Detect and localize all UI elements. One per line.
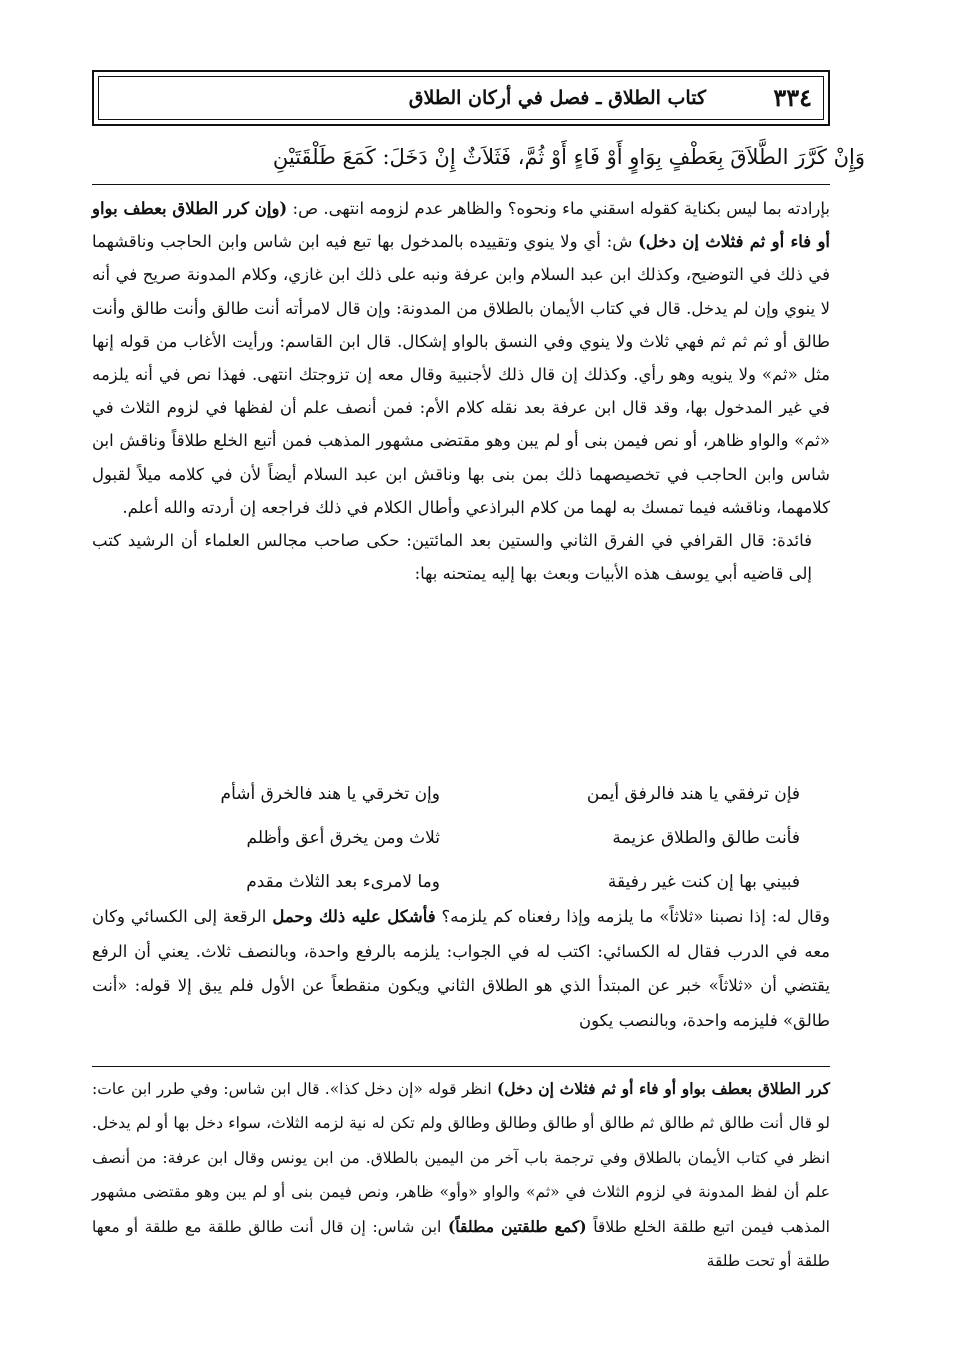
running-header xyxy=(92,70,830,126)
footnote-divider xyxy=(92,1066,830,1067)
commentary-body xyxy=(92,192,830,590)
hemistich-first: فأنت طالق والطلاق عزيمة xyxy=(612,828,800,848)
hemistich-first: فإن ترفقي يا هند فالرفق أيمن xyxy=(586,784,800,804)
poem-line xyxy=(140,860,800,904)
footnote-heading: كرر الطلاق بعطف بواو أو فاء أو ثم فثلاث إن دخل) xyxy=(496,1079,830,1098)
page-number: ٣٣٤ xyxy=(773,83,812,112)
commentary-paragraph-2: فائدة: قال القرافي في الفرق الثاني والستين بعد المائتين: حكى صاحب مجالس العلماء أن الرشيد كتب إلى قاضيه أبي يوسف هذه الأبيات وبعث بها إليه يمتحنه بها: xyxy=(92,531,812,584)
hemistich-second: وما لامرىء بعد الثلاث مقدم xyxy=(246,872,440,892)
commentary-text: وقال له: إذا نصبنا «ثلاثاً» ما يلزمه وإذا رفعناه كم يلزمه؟ xyxy=(435,907,830,926)
footnote-text: ابن شاس: إن قال أنت طالق طلقة مع طلقة أو معها طلقة أو تحت طلقة xyxy=(92,1217,830,1271)
poem-line xyxy=(140,816,800,860)
quoted-matn: (وإن كرر الطلاق بعطف بواو أو فاء أو ثم فثلاث إن دخل) xyxy=(92,199,830,252)
commentary-paragraph-1 xyxy=(92,192,830,524)
emphasis-text: فأشكل عليه ذلك وحمل xyxy=(272,907,436,926)
commentary-paragraph-3 xyxy=(92,900,830,1038)
footnote-paragraph xyxy=(92,1072,830,1278)
footnote-heading: (كمع طلقتين مطلقاً) xyxy=(447,1216,587,1236)
commentary-text: الرقعة إلى الكسائي وكان معه في الدرب فقال له الكسائي: اكتب له في الجواب: يلزمه بالرفع واحدة، وبالنصف ثلاث. يعني أن الرفع يقتضي أن «ثلاثاً» خبر عن المبتدأ الذي هو الطلاق الثاني ويكون منقطعاً عن الأول فلم يبق إلا قوله: «أنت طالق» فليزمه واحدة، وبالنصب يكون xyxy=(92,907,830,1030)
footnote-section xyxy=(92,1072,830,1278)
poem-line xyxy=(140,772,800,816)
matn-verse: وَإِنْ كَرَّرَ الطَّلاَقَ بِعَطْفٍ بِوَاوٍ أَوْ فَاءٍ أَوْ ثُمَّ، فَثَلاَثٌ إِنْ دَخَلَ: كَمَعَ طَلْقَتَيْنِ xyxy=(272,145,865,169)
top-divider xyxy=(92,184,830,185)
footnote-text: انظر قوله «إن دخل كذا». قال ابن شاس: وفي طرر ابن عات: لو قال أنت طالق ثم طالق ثم طالق أو طالق وطالق وطالق ولم تكن له نية لزمه الثلاث، سواء دخل بها أو لم يدخل. انظر في كتاب الأيمان بالطلاق وفي ترجمة باب آخر من اليمين بالطلاق. من ابن يونس وقال ابن عرفة: من أنصف علم أن لفظ المدونة في لزوم الثلاث في «ثم» والواو «وأو» ظاهر، ونص فيمن بنى أو لم يبن وهو مقتضى مشهور المذهب فيمن اتبع طلقة الخلع طلاقاً xyxy=(92,1080,830,1236)
commentary-continuation xyxy=(92,900,830,1038)
commentary-text: بإرادته بما ليس بكناية كقوله اسقني ماء ونحوه؟ والظاهر عدم لزومه انتهى. ص: xyxy=(287,199,830,218)
poem-verses xyxy=(140,772,800,904)
hemistich-first: فبيني بها إن كنت غير رفيقة xyxy=(607,872,800,892)
commentary-text: ش: أي ولا ينوي وتقييده بالمدخول بها تبع فيه ابن شاس وابن الحاجب وناقشهما في ذلك في التوضيح، وكذلك ابن عبد السلام وابن عرفة ونبه على ذلك ابن غازي، وكلام المدونة صريح في أنه لا ينوي وإن لم يدخل. قال في كتاب الأيمان بالطلاق من المدونة: وإن قال لامرأته أنت طالق وأنت طالق وأنت طالق أو ثم ثم ثم فهي ثلاث ولا ينوي وفي النسق بالواو إشكال. قال ابن القاسم: ورأيت الأغاب من قوله إنها مثل «ثم» ولا ينويه وهو رأي. وكذلك إن قال ذلك لأجنبية وقال معه إن تزوجتك انتهى. فهذا نص في أنه يلزمه في غير المدخول بها، وقد قال ابن عرفة بعد نقله كلام الأم: فمن أنصف علم أن لفظها في لزوم الثلاث في «ثم» والواو ظاهر، أو نص فيمن بنى أو لم يبن وهو مقتضى مشهور المذهب فمن أتبع الخلع طلاقاً وناقش ابن شاس وابن الحاجب في تخصيصهما ذلك بمن بنى بها وناقش ابن عبد السلام أيضاً لأن في كلامه ميلاً لقبول كلامهما، وناقشه فيما تمسك به لهما من كلام البراذعي وأطال الكلام في ذلك فراجعه إن أردته والله أعلم. xyxy=(92,232,830,517)
hemistich-second: وإن تخرقي يا هند فالخرق أشأم xyxy=(220,784,440,804)
header-title: كتاب الطلاق ـ فصل في أركان الطلاق xyxy=(408,87,706,109)
hemistich-second: ثلاث ومن يخرق أعق وأظلم xyxy=(246,828,440,848)
